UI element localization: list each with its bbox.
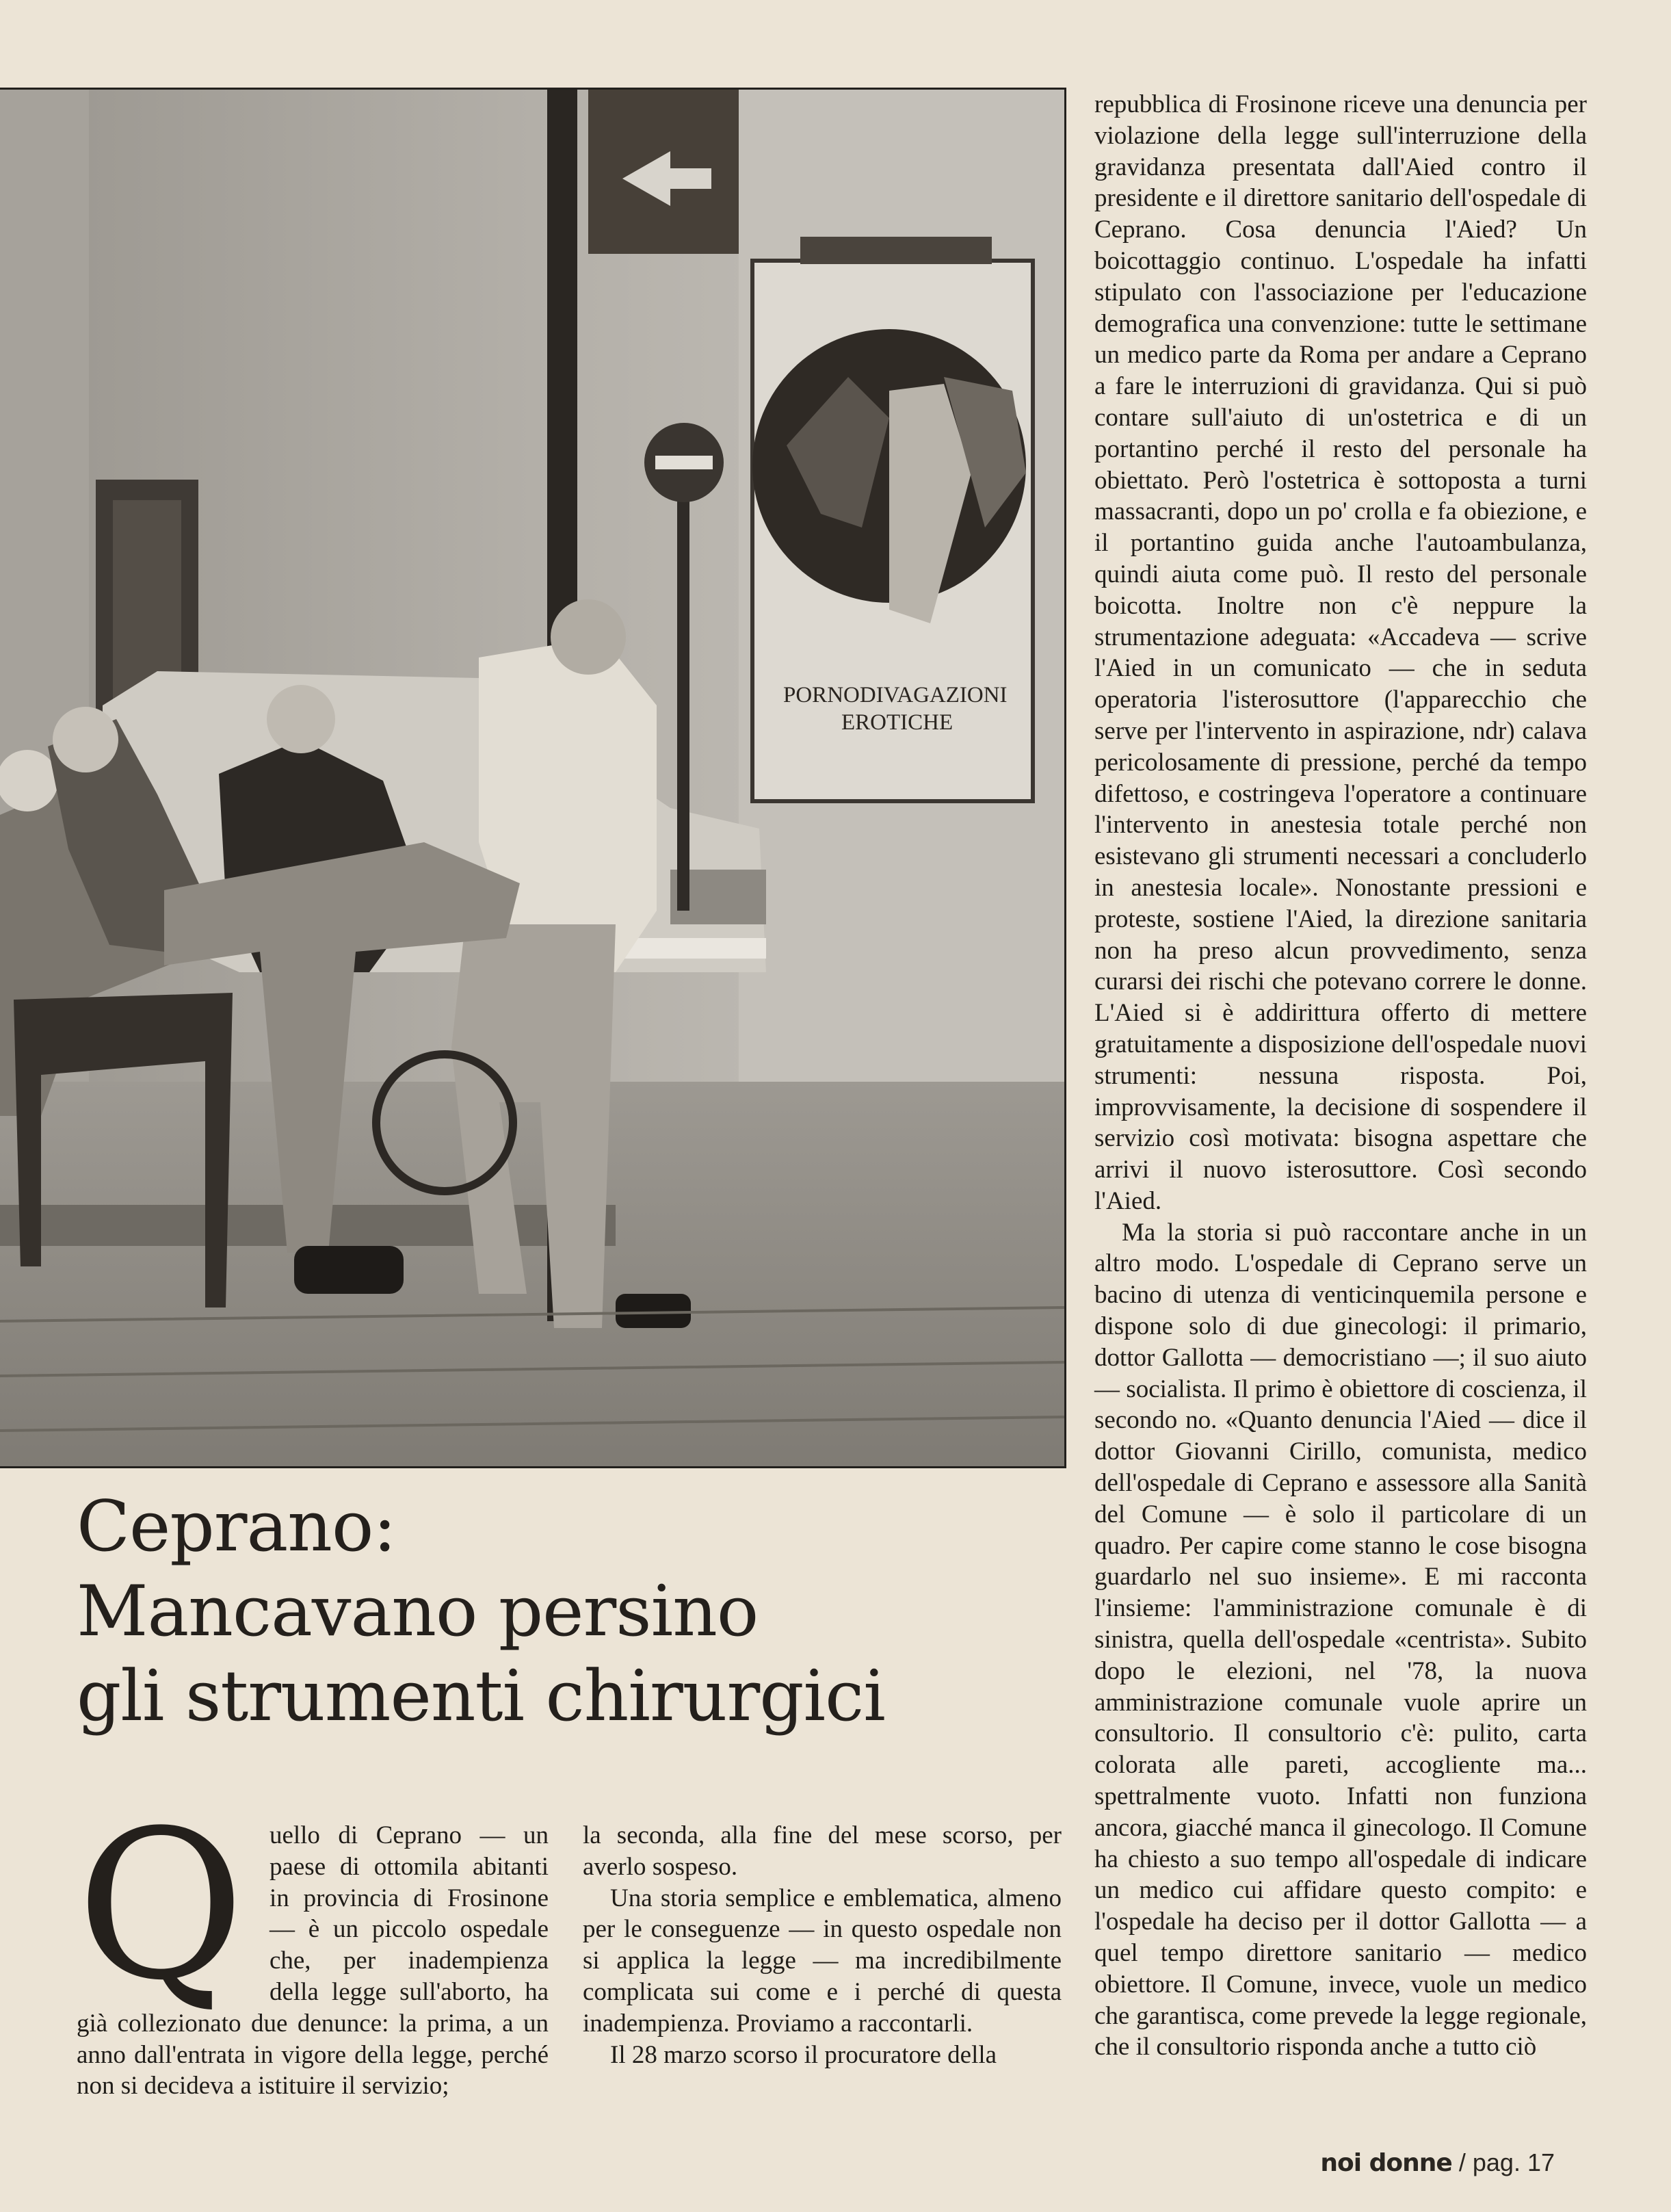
footer-separator: / <box>1458 2148 1466 2176</box>
article-column-2 <box>583 1820 1062 2070</box>
poster-title-line1: PORNODIVAGAZIONI <box>783 683 1008 707</box>
page-number: pag. 17 <box>1472 2148 1555 2176</box>
article-paragraph: Il 28 marzo scorso il procuratore della <box>610 2040 997 2069</box>
page-footer <box>1320 2148 1555 2177</box>
headline <box>77 1485 1048 1739</box>
street-scene-photo <box>0 88 1066 1468</box>
poster-title-line2: EROTICHE <box>841 710 953 735</box>
article-column-3 <box>1094 89 1587 2063</box>
article-column-1 <box>77 1786 549 2102</box>
article-paragraph: Una storia semplice e emblematica, almeno per le conseguenze — in questo ospedale non si applica la legge — ma incredibilmente complicata sui come e i perché di questa inadempienza. Proviamo a raccontarli. <box>583 1884 1062 2038</box>
headline-line1: Ceprano: <box>77 1486 396 1567</box>
headline-line3: gli strumenti chirurgici <box>77 1656 885 1737</box>
magazine-name: noi donne <box>1320 2149 1452 2177</box>
article-paragraph: uello di Ceprano — un paese di ottomila abitanti in provincia di Frosinone — è un piccolo ospedale che, per inadempienza della legge sull'aborto, ha già collezionato due denunce: la prima, a un anno dall'entrata in vigore della legge, perché non si decideva a istituire il servizio; <box>77 1821 549 2100</box>
street-scene-photo-icon <box>0 90 1064 1466</box>
article-paragraph: repubblica di Frosinone riceve una denuncia per violazione della legge sull'interruzione della gravidanza presentata dall'Aied contro il presidente e il direttore sanitario dell'ospedale di Ceprano. Cosa denuncia l'Aied? Un boicottaggio continuo. L'ospedale ha infatti stipulato con l'associazione per l'educazione demografica una convenzione: tutte le settimane un medico parte da Roma per andare a Ceprano a fare le interruzioni di gravidanza. Qui si può contare sull'aiuto di un'ostetrica e di un portantino perché il resto del personale ha obiettato. Però l'ostetrica è sottoposta a turni massacranti, dopo un po' crolla e fa obiezione, e il portantino guida anche l'autoambulanza, quindi aiuta come può. Il resto del personale boicotta. Inoltre non c'è neppure la strumentazione adeguata: «Accadeva — scrive l'Aied in un comunicato — che in seduta operatoria l'isterosuttore (l'apparecchio che serve per l'intervento in aspirazione, ndr) calava pericolosamente di pressione, perché da tempo difettoso, e costringeva l'operatore a continuare l'intervento in anestesia totale perché non esistevano gli strumenti necessari a concluderlo in anestesia locale». Nonostante pressioni e proteste, sostiene l'Aied, la direzione sanitaria non ha preso alcun provvedimento, senza curarsi dei rischi che potevano correre le donne. L'Aied si è addirittura offerto di mettere gratuitamente a disposizione dell'ospedale nuovi strumenti: nessuna risposta. Poi, improvvisamente, la decisione di sospendere il servizio così motivata: bisogna aspettare che arrivi il nuovo isterosuttore. Così secondo l'Aied. <box>1094 90 1587 1215</box>
dropcap: Q <box>77 1786 245 2025</box>
headline-line2: Mancavano persino <box>77 1571 759 1652</box>
article-paragraph: la seconda, alla fine del mese scorso, per averlo sospeso. <box>583 1821 1062 1881</box>
article-paragraph: Ma la storia si può raccontare anche in un altro modo. L'ospedale di Ceprano serve un bacino di utenza di venticinquemila persone e dispone solo di due ginecologi: il primario, dottor Gallotta — democristiano —; il suo aiuto — socialista. Il primo è obiettore di coscienza, il secondo no. «Quanto denuncia l'Aied — dice il dottor Giovanni Cirillo, comunista, medico dell'ospedale di Ceprano e assessore alla Sanità del Comune — è solo il particolare di un quadro. Per capire come stanno le cose bisogna guardarlo nel suo insieme». E mi racconta l'insieme: l'amministrazione comunale è di sinistra, quella dell'ospedale «centrista». Subito dopo le elezioni, nel '78, la nuova amministrazione comunale vuole aprire un consultorio. Il consultorio c'è: pulito, carta colorata alle pareti, accogliente ma... spettralmente vuoto. Infatti non funziona ancora, giacché manca il ginecologo. Il Comune ha chiesto a suo tempo all'ospedale di indicare un medico cui affidare questo compito: e l'ospedale ha deciso per il dottor Gallotta — a quel tempo direttore sanitario — medico obiettore. Il Comune, invece, vuole un medico che garantisca, come prevede la legge regionale, che il consultorio risponda anche a tutto ciò <box>1094 1218 1587 2061</box>
